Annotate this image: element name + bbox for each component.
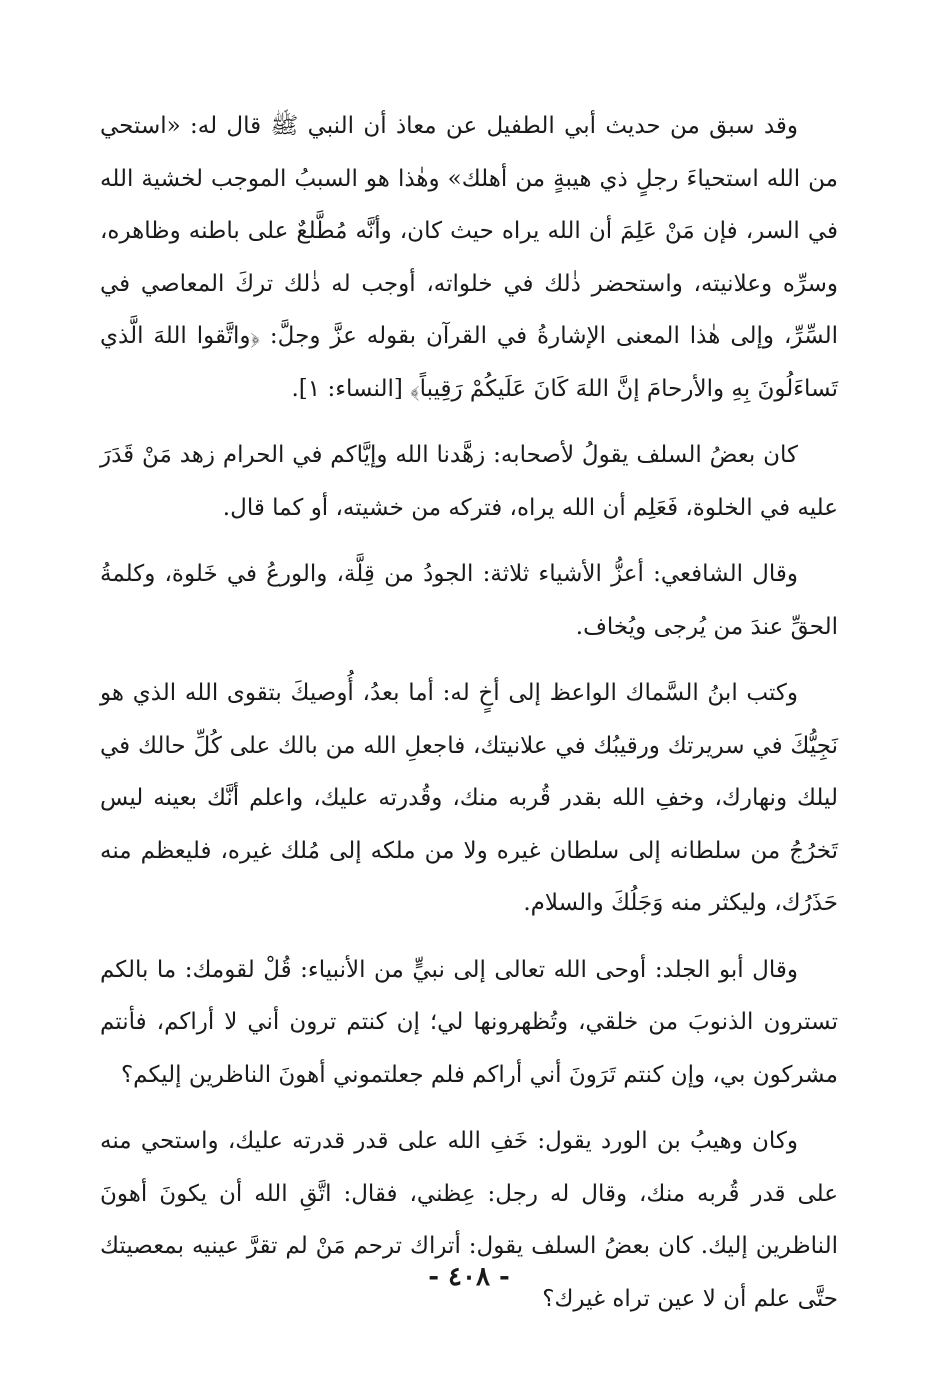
paragraph-3: وقال الشافعي: أعزُّ الأشياء ثلاثة: الجودُ من قِلَّة، والورعُ في خَلوة، وكلمةُ الحقِّ عندَ من يُرجى ويُخاف. (100, 561, 838, 640)
paragraph-2: كان بعضُ السلف يقولُ لأصحابه: زهَّدنا الله وإيَّاكم في الحرام زهد مَنْ قَدَرَ عليه في الخلوة، فَعَلِم أن الله يراه، فتركه من خشيته، أو كما قال. (100, 442, 838, 521)
page-number: - ٤٠٨ - (428, 1262, 510, 1292)
paragraph-4: وكتب ابنُ السَّماك الواعظ إلى أخٍ له: أما بعدُ، أُوصيكَ بتقوى الله الذي هو نَجِيُّكَ في سريرتك ورقيبُك في علانيتك، فاجعلِ الله من بالك على كُلِّ حالك في ليلك ونهارك، وخفِ الله بقدر قُربه منك، وقُدرته عليك، واعلم أنَّك بعينه ليس تَخرُجُ من سلطانه إلى سلطان غيره ولا من ملكه إلى مُلك غيره، فليعظم منه حَذَرُك، وليكثر منه وَجَلُكَ والسلام. (100, 680, 838, 916)
paragraph-5: وقال أبو الجلد: أوحى الله تعالى إلى نبيٍّ من الأنبياء: قُلْ لقومك: ما بالكم تسترون الذنوبَ من خلقي، وتُظهرونها لي؛ إن كنتم ترون أني لا أراكم، فأنتم مشركون بي، وإن كنتم تَرَونَ أني أراكم فلم جعلتموني أهونَ الناظرين إليكم؟ (100, 956, 838, 1088)
paragraph-6: وكان وهيبُ بن الورد يقول: خَفِ الله على قدر قدرته عليك، واستحي منه على قدر قُربه منك، وقال له رجل: عِظني، فقال: اتَّقِ الله أن يكونَ أهونَ الناظرين إليك. كان بعضُ السلف يقول: أتراك ترحم مَنْ لم تقرَّ عينيه بمعصيتك حتَّى علم أن لا عين تراه غيرك؟ (100, 1128, 838, 1312)
page-body (100, 100, 838, 1339)
paragraph-1: وقد سبق من حديث أبي الطفيل عن معاذ أن النبي ﷺ قال له: «استحي من الله استحياءَ رجلٍ ذي هيبةٍ من أهلك» وهٰذا هو السببُ الموجب لخشية الله في السر، فإن مَنْ عَلِمَ أن الله يراه حيث كان، وأنَّه مُطَّلعٌ على باطنه وظاهره، وسرِّه وعلانيته، واستحضر ذٰلك في خلواته، أوجب له ذٰلك تركَ المعاصي في السِّرِّ، وإلى هٰذا المعنى الإشارةُ في القرآن بقوله عزَّ وجلَّ: ﴿واتَّقوا اللهَ الَّذي تَساءَلُونَ بِهِ والأرحامَ إنَّ اللهَ كَانَ عَلَيكُمْ رَقِيباً﴾ [النساء: ١]. (100, 113, 838, 402)
